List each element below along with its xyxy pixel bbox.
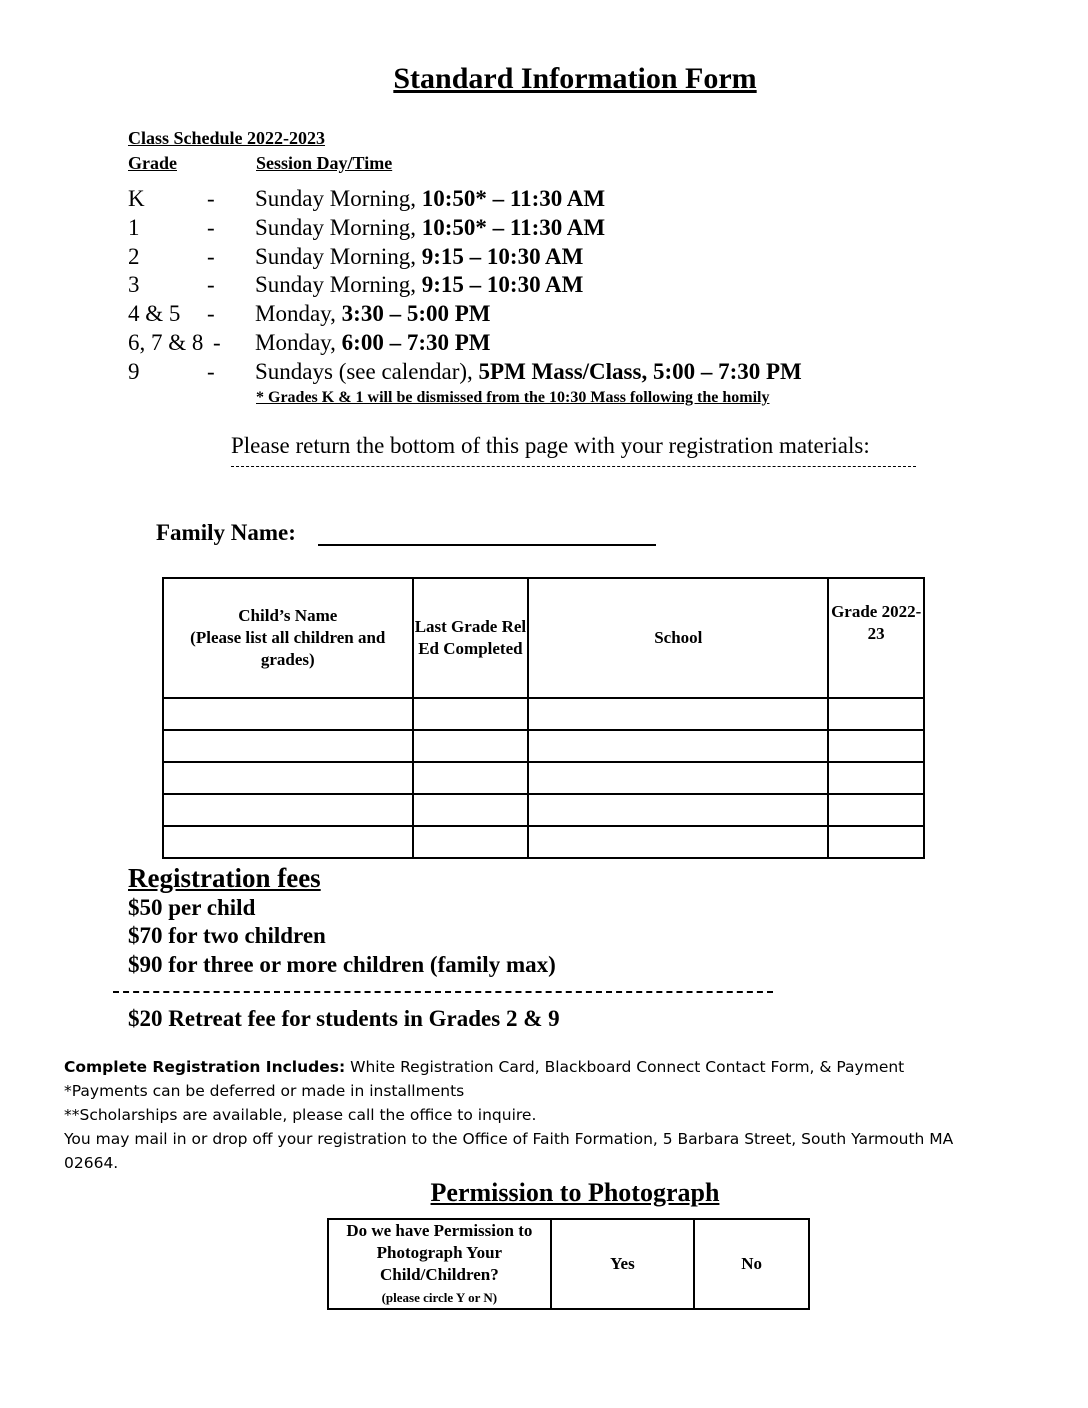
schedule-day: Sunday Morning, xyxy=(255,214,422,240)
permission-title: Permission to Photograph xyxy=(430,1178,720,1207)
schedule-day: Sundays (see calendar), xyxy=(255,358,479,384)
schedule-session xyxy=(255,244,583,270)
schedule-day: Sunday Morning, xyxy=(255,186,422,211)
grade-cell[interactable] xyxy=(828,762,924,794)
fees-title: Registration fees xyxy=(128,863,321,893)
schedule-dash: - xyxy=(207,272,215,298)
schedule-session xyxy=(255,330,491,356)
last-grade-cell[interactable] xyxy=(413,698,529,730)
school-cell[interactable] xyxy=(528,698,828,730)
complete-registration-text: White Registration Card, Blackboard Connect Contact Form, & Payment xyxy=(345,1058,905,1076)
schedule-time: 9:15 – 10:30 AM xyxy=(421,243,584,269)
schedule-dash: - xyxy=(207,301,215,327)
complete-registration-label: Complete Registration Includes: xyxy=(64,1058,346,1076)
school-cell[interactable] xyxy=(528,730,828,762)
schedule-grade: 2 xyxy=(128,243,140,269)
schedule-day: Sunday Morning, xyxy=(255,243,422,269)
col-grade: Grade 2022-23 xyxy=(828,578,924,698)
fee-line: $70 for two children xyxy=(128,923,326,948)
schedule-footnote: * Grades K & 1 will be dismissed from the 10:30 Mass following the homily xyxy=(256,389,770,406)
schedule-row xyxy=(128,359,888,388)
child-name-cell[interactable] xyxy=(163,762,413,794)
schedule-col-session: Session Day/Time xyxy=(256,153,393,173)
col-last-grade: Last Grade Rel Ed Completed xyxy=(413,578,529,698)
permission-question-cell xyxy=(328,1219,551,1309)
table-row xyxy=(163,698,924,730)
col-school: School xyxy=(528,578,828,698)
children-table xyxy=(162,577,925,859)
grade-cell[interactable] xyxy=(828,730,924,762)
schedule-day: Monday, xyxy=(255,301,342,327)
table-row xyxy=(163,794,924,826)
permission-yes[interactable]: Yes xyxy=(551,1219,694,1309)
schedule-day: Sunday Morning, xyxy=(255,272,422,298)
last-grade-cell[interactable] xyxy=(413,730,529,762)
schedule-dash: - xyxy=(213,330,221,355)
schedule-row xyxy=(128,244,888,273)
schedule-dash: - xyxy=(207,214,215,240)
schedule-row xyxy=(128,215,888,244)
schedule-session xyxy=(255,186,605,212)
child-name-cell[interactable] xyxy=(163,730,413,762)
family-name-field[interactable] xyxy=(318,544,656,546)
schedule-session xyxy=(255,301,491,327)
col-child-name-title: Child’s Name xyxy=(238,606,338,625)
schedule-grade: K xyxy=(128,186,145,211)
table-row xyxy=(163,826,924,858)
cut-line xyxy=(231,466,916,467)
table-row xyxy=(328,1219,809,1309)
schedule-grade: 4 & 5 xyxy=(128,301,181,327)
table-row xyxy=(163,730,924,762)
fee-divider xyxy=(113,991,773,993)
grade-cell[interactable] xyxy=(828,794,924,826)
schedule-dash: - xyxy=(207,243,215,269)
school-cell[interactable] xyxy=(528,762,828,794)
school-cell[interactable] xyxy=(528,826,828,858)
schedule-time: 10:50* – 11:30 AM xyxy=(421,214,606,240)
col-child-name xyxy=(163,578,413,698)
mail-note-line2: 02664. xyxy=(64,1154,119,1172)
schedule-dash: - xyxy=(207,186,215,211)
schedule-grade: 3 xyxy=(128,272,140,298)
child-name-cell[interactable] xyxy=(163,698,413,730)
payments-note: *Payments can be deferred or made in installments xyxy=(64,1082,465,1100)
schedule-heading: Class Schedule 2022-2023 xyxy=(128,128,326,148)
complete-registration-note xyxy=(64,1058,904,1076)
page-title: Standard Information Form xyxy=(393,62,757,95)
schedule-grade: 1 xyxy=(128,214,140,240)
schedule-time: 6:00 – 7:30 PM xyxy=(341,330,491,355)
retreat-fee: $20 Retreat fee for students in Grades 2 & 9 xyxy=(128,1006,560,1031)
permission-hint: (please circle Y or N) xyxy=(381,1290,498,1305)
last-grade-cell[interactable] xyxy=(413,826,529,858)
scholarships-note: **Scholarships are available, please call the office to inquire. xyxy=(64,1106,537,1124)
fee-line: $90 for three or more children (family max) xyxy=(128,952,556,977)
schedule-grade: 6, 7 & 8 xyxy=(128,330,204,355)
schedule-row xyxy=(128,330,888,359)
schedule-time: 5PM Mass/Class, 5:00 – 7:30 PM xyxy=(478,358,802,384)
schedule-session xyxy=(255,272,583,298)
table-row xyxy=(163,762,924,794)
schedule-time: 3:30 – 5:00 PM xyxy=(341,301,491,327)
return-instruction: Please return the bottom of this page with your registration materials: xyxy=(231,433,870,458)
schedule-row xyxy=(128,301,888,330)
schedule-day: Monday, xyxy=(255,330,342,355)
child-name-cell[interactable] xyxy=(163,826,413,858)
schedule-session xyxy=(255,215,605,241)
permission-question: Do we have Permission to Photograph Your Child/Children? xyxy=(346,1221,533,1284)
grade-cell[interactable] xyxy=(828,698,924,730)
child-name-cell[interactable] xyxy=(163,794,413,826)
fee-line: $50 per child xyxy=(128,895,256,920)
family-name-label: Family Name: xyxy=(156,520,296,545)
table-header-row xyxy=(163,578,924,698)
schedule-row xyxy=(128,186,888,215)
schedule-time: 9:15 – 10:30 AM xyxy=(421,272,584,298)
schedule-dash: - xyxy=(207,358,215,384)
schedule-grade: 9 xyxy=(128,358,140,384)
schedule-col-grade: Grade xyxy=(128,153,177,173)
mail-note-line1: You may mail in or drop off your registration to the Office of Faith Formation, 5 Barbara Street, South Yarmouth MA xyxy=(64,1130,954,1148)
permission-no[interactable]: No xyxy=(694,1219,809,1309)
schedule-row xyxy=(128,272,888,301)
school-cell[interactable] xyxy=(528,794,828,826)
permission-table xyxy=(327,1218,810,1310)
last-grade-cell[interactable] xyxy=(413,762,529,794)
grade-cell[interactable] xyxy=(828,826,924,858)
last-grade-cell[interactable] xyxy=(413,794,529,826)
schedule-session xyxy=(255,359,802,385)
schedule-time: 10:50* – 11:30 AM xyxy=(421,186,606,211)
col-child-name-hint: (Please list all children and grades) xyxy=(190,628,386,669)
